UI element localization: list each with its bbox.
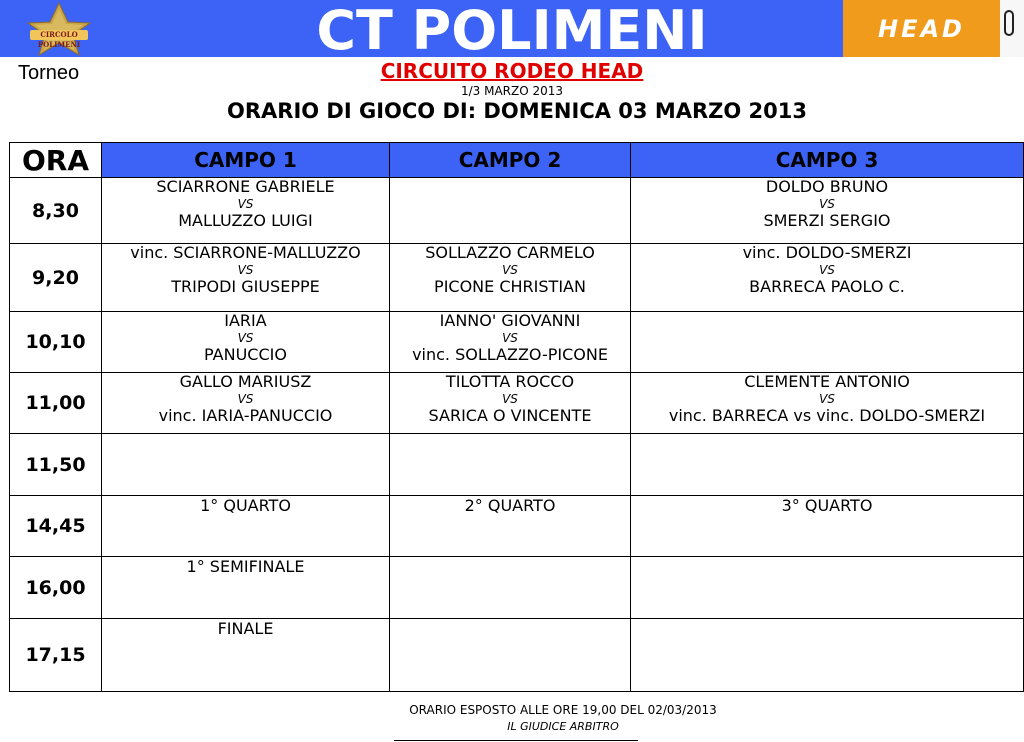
round-cell [390, 496, 631, 557]
time-cell: 9,20 [10, 244, 102, 312]
time-cell: 11,00 [10, 373, 102, 434]
schedule-table [9, 142, 1024, 692]
player-1: IARIA [224, 311, 267, 330]
match-cell [390, 244, 631, 312]
player-2: TRIPODI GIUSEPPE [171, 277, 320, 296]
player-2: PICONE CHRISTIAN [434, 277, 586, 296]
vs-label: VS [237, 263, 254, 277]
sponsor-name: HEAD [878, 15, 965, 43]
player-1: SCIARRONE GABRIELE [156, 177, 335, 196]
table-row [10, 244, 1024, 312]
match-cell [631, 244, 1024, 312]
round-cell [102, 557, 390, 619]
table-row [10, 434, 1024, 496]
player-1: SOLLAZZO CARMELO [425, 243, 595, 262]
table-row [10, 557, 1024, 619]
sponsor-mark-icon [1004, 10, 1014, 36]
vs-label: VS [502, 263, 518, 277]
vs-label: VS [819, 392, 835, 406]
player-1: GALLO MARIUSZ [179, 372, 312, 391]
round-cell [102, 619, 390, 692]
empty-cell [631, 434, 1024, 496]
circuit-title: CIRCUITO RODEO HEAD [380, 59, 644, 83]
table-row [10, 312, 1024, 373]
time-cell: 10,10 [10, 312, 102, 373]
empty-cell [102, 434, 390, 496]
header-campo-2: CAMPO 2 [390, 143, 631, 178]
player-2: vinc. IARIA-PANUCCIO [158, 406, 333, 425]
player-2: vinc. BARRECA vs vinc. DOLDO-SMERZI [668, 406, 986, 425]
player-2: vinc. SOLLAZZO-PICONE [412, 345, 608, 364]
vs-label: VS [502, 331, 518, 345]
round-label: FINALE [217, 619, 274, 638]
time-cell: 11,50 [10, 434, 102, 496]
match-cell [102, 312, 390, 373]
torneo-label: Torneo [18, 62, 80, 84]
round-cell [631, 496, 1024, 557]
player-1: CLEMENTE ANTONIO [744, 372, 910, 391]
tournament-dates: 1/3 MARZO 2013 [460, 84, 564, 98]
empty-cell [390, 178, 631, 244]
vs-label: VS [819, 263, 835, 277]
round-label: 1° SEMIFINALE [186, 557, 305, 576]
vs-label: VS [237, 197, 254, 211]
round-label: 3° QUARTO [781, 496, 873, 515]
table-row [10, 496, 1024, 557]
vs-label: VS [819, 197, 835, 211]
header-row [10, 143, 1024, 178]
table-row [10, 373, 1024, 434]
player-2: PANUCCIO [204, 345, 287, 364]
round-label: 2° QUARTO [464, 496, 556, 515]
player-2: BARRECA PAOLO C. [749, 277, 905, 296]
time-cell: 17,15 [10, 619, 102, 692]
player-2: SMERZI SERGIO [763, 211, 891, 230]
match-cell [102, 244, 390, 312]
player-1: DOLDO BRUNO [765, 177, 889, 196]
player-2: SARICA O VINCENTE [428, 406, 592, 425]
referee-label: IL GIUDICE ARBITRO [507, 720, 619, 733]
empty-cell [390, 434, 631, 496]
empty-cell [631, 557, 1024, 619]
vs-label: VS [237, 392, 254, 406]
match-cell [390, 312, 631, 373]
match-cell [631, 373, 1024, 434]
time-cell: 14,45 [10, 496, 102, 557]
time-cell: 8,30 [10, 178, 102, 244]
club-logo-text: CIRCOLO POLIMENI [30, 30, 88, 40]
header-campo-1: CAMPO 1 [102, 143, 390, 178]
match-cell [102, 373, 390, 434]
player-1: TILOTTA ROCCO [445, 372, 575, 391]
player-2: MALLUZZO LUIGI [178, 211, 313, 230]
empty-cell [631, 619, 1024, 692]
table-row [10, 178, 1024, 244]
header-campo-3: CAMPO 3 [631, 143, 1024, 178]
empty-cell [390, 619, 631, 692]
match-cell [102, 178, 390, 244]
time-cell: 16,00 [10, 557, 102, 619]
match-cell [631, 178, 1024, 244]
page-title: CT POLIMENI [316, 0, 708, 62]
round-cell [102, 496, 390, 557]
empty-cell [390, 557, 631, 619]
player-1: IANNO' GIOVANNI [439, 311, 581, 330]
player-1: vinc. SCIARRONE-MALLUZZO [130, 243, 361, 262]
vs-label: VS [502, 392, 518, 406]
round-label: 1° QUARTO [200, 496, 291, 515]
day-schedule-title: ORARIO DI GIOCO DI: DOMENICA 03 MARZO 2013 [227, 99, 807, 123]
player-1: vinc. DOLDO-SMERZI [742, 243, 912, 262]
signature-line [394, 740, 638, 741]
posted-time-note: ORARIO ESPOSTO ALLE ORE 19,00 DEL 02/03/2013 [409, 703, 717, 717]
table-row [10, 619, 1024, 692]
empty-cell [631, 312, 1024, 373]
header-ora: ORA [10, 143, 102, 178]
sponsor-logo [843, 0, 1000, 57]
vs-label: VS [237, 331, 254, 345]
match-cell [390, 373, 631, 434]
